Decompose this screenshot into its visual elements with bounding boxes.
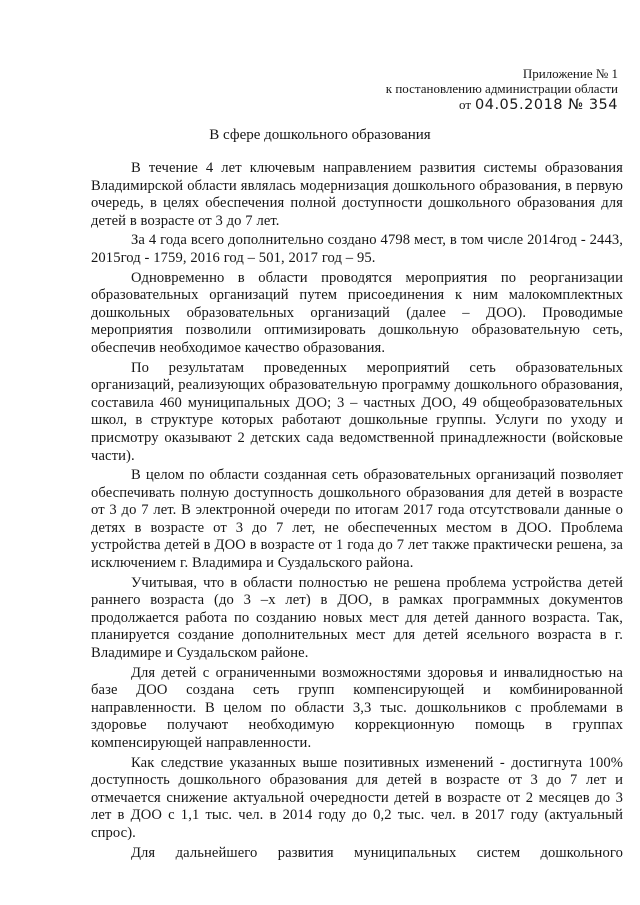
- appendix-header: [386, 66, 618, 113]
- paragraph: В целом по области созданная сеть образовательных организаций позволяет обеспечивать полную доступность дошкольного образования для детей в возрасте от 3 до 7 лет. В электронной очереди по итогам 2017 года отсутствовали данные о детях в возрасте от 3 до 7 лет, не обеспеченных местом в ДОО. Проблема устройства детей в ДОО в возрасте от 1 года до 7 лет также практически решена, за исключением г. Владимира и Суздальского района.: [91, 467, 623, 572]
- paragraph: Учитывая, что в области полностью не решена проблема устройства детей раннего возраста (до 3 –х лет) в ДОО, в рамках программных документов продолжается работа по созданию новых мест для детей данного возраста. Так, планируется создание дополнительных мест для детей ясельного возраста в г. Владимире и Суздальском районе.: [91, 574, 623, 662]
- paragraph: В течение 4 лет ключевым направлением развития системы образования Владимирской области являлась модернизация дошкольного образования, в первую очередь, в целях обеспечения полной доступности дошкольного образования для детей в возрасте от 3 до 7 лет.: [91, 160, 623, 229]
- section-title: В сфере дошкольного образования: [209, 127, 431, 143]
- appendix-number: Приложение № 1: [522, 66, 618, 81]
- paragraph: По результатам проведенных мероприятий сеть образовательных организаций, реализующих образовательную программу дошкольного образования, составила 460 муниципальных ДОО; 3 – частных ДОО, 49 общеобразовательных школ, в структуре которых работают дошкольные группы. Услуги по уходу и присмотру оказывают 2 детских сада ведомственной принадлежности (войсковые части).: [91, 359, 623, 464]
- paragraph: За 4 года всего дополнительно создано 4798 мест, в том числе 2014год - 2443, 2015год - 1759, 2016 год – 501, 2017 год – 95.: [91, 232, 623, 266]
- paragraph: Одновременно в области проводятся мероприятия по реорганизации образовательных организаций путем присоединения к ним малокомплектных дошкольных образовательных организаций (далее – ДОО). Проводимые мероприятия позволили оптимизировать дошкольную образовательную сеть, обеспечив необходимое качество образования.: [91, 269, 623, 356]
- paragraph: Для дальнейшего развития муниципальных систем дошкольного: [131, 844, 623, 861]
- from-label: от: [458, 97, 471, 112]
- decree-reference: к постановлению администрации области: [385, 81, 618, 96]
- paragraph: Как следствие указанных выше позитивных изменений - достигнута 100% доступность дошкольного образования для детей в возрасте от 3 до 7 лет и отмечается снижение актуальной очередности детей в возрасте от 2 месяцев до 3 лет в ДОО с 1,1 тыс. чел. в 2014 году до 0,2 тыс. чел. в 2017 году (актуальный спрос).: [91, 754, 623, 841]
- document-body: [91, 160, 623, 862]
- paragraph: Для детей с ограниченными возможностями здоровья и инвалидностью на базе ДОО создана сеть групп компенсирующей и комбинированной направленности. В целом по области 3,3 тыс. дошкольников с проблемами в здоровье получают необходимую коррекционную помощь в группах компенсирующей направленности.: [91, 664, 623, 751]
- decree-date-line: [386, 97, 618, 113]
- decree-date-number: 04.05.2018 № 354: [475, 97, 618, 113]
